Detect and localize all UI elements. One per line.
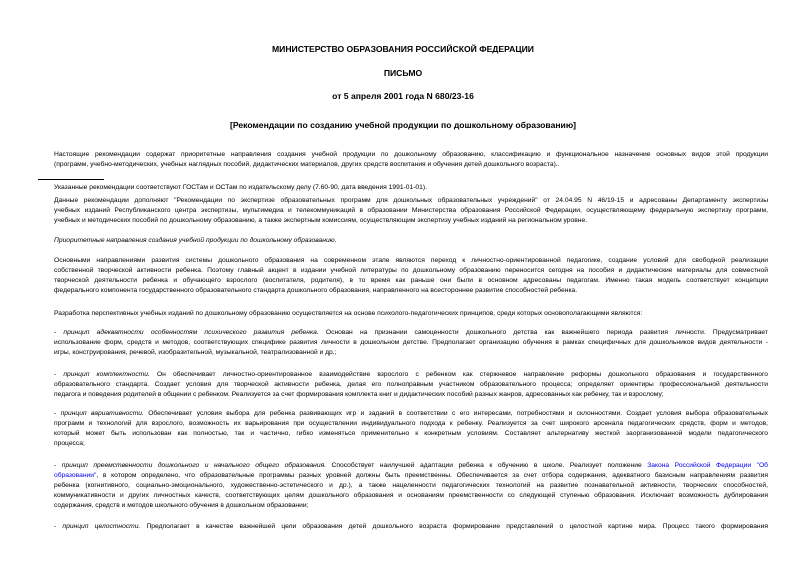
ministry-heading: МИНИСТЕРСТВО ОБРАЗОВАНИЯ РОССИЙСКОЙ ФЕДЕРАЦИИ [272, 44, 534, 54]
text-line: образовательного стандарта. Создает условия для творческой активности ребенка, делая его полноправным участником образовательного процесса; определяет ориентиры профессиональной деятельности [54, 380, 768, 388]
principle-name: - принцип адекватности особенностям психического развития ребенка. [54, 329, 319, 336]
law-link[interactable]: Закона Российской Федерации "Об [647, 462, 768, 469]
text-line: ребенка (когнитивного, социально-эмоционального, художественно-эстетического и др.), а также нацеленности педагогических технологий на развитие познавательной активности, творческих способностей, [54, 481, 768, 489]
text-line: содержания, средств и методов школьного обучения в дошкольном образовании; [54, 501, 309, 509]
principle-name: - принцип целостности. [54, 523, 141, 530]
text-line: коммуникативности и других личностных качеств, соответствующих целям дошкольного образования и основаниям преемственности со следующей ступенью образования. Исключает возможность дублирования [54, 491, 768, 499]
main-paragraph [38, 256, 768, 296]
text-line: образовании", в котором определено, что образовательные программы разных уровней должны быть преемственны. Обеспечивается за счет отбора содержания, адекватного базисным направлениям развития [54, 471, 768, 479]
text-line: учебных изданий Республиканского центра экспертизы, мультимедиа и телекоммуникаций в образовании Министерства образования Российской Федерации, осуществляющему федеральную экспертизу программ, [54, 206, 768, 214]
principle-name: - принцип преемственности дошкольного и начального общего образования. [54, 462, 327, 469]
section-heading [38, 236, 768, 246]
text-line: Основными направлениями развития системы дошкольного образования на современном этапе являются переход к личностно-ориентированной педагогике, создание условий для свободной реализации [54, 257, 768, 264]
text-line: процесса; [54, 439, 85, 447]
text-line: творческой деятельности ребенка и обучающего взрослого (воспитателя, родителя), в то время как раньше они были в основном адресованы педагогам. Именно такая модель соответствует концепции [54, 276, 768, 284]
text-line: - принцип комплектности. Он обеспечивает личностно-ориентированное взаимодействие взрослого с ребенком как стержневое направление реформы дошкольного образования и государственного [54, 371, 768, 378]
principle-name: - принцип вариативности. [54, 410, 144, 417]
principle-adequacy [38, 328, 768, 358]
text-line: который может быть использован как полностью, так и частично, гибко изменяться применительно к конкретным условиям. Составляет альтернативу жесткой заорганизованной модели педагогического [54, 429, 768, 437]
text-line: собственной творческой активности ребенка. Поэтому главный акцент в издании учебной литературы по дошкольному образованию переносится сегодня на пособия и дидактические материалы для совместной [54, 266, 768, 274]
text-line: Данные рекомендации дополняют "Рекомендации по экспертизе образовательных программ для дошкольных образовательных учреждений" от 24.04.95 N 46/19-15 и адресованы Департаменту экспертизы [54, 197, 768, 204]
text-line: - принцип адекватности особенностям психического развития ребенка. Основан на признании самоценности дошкольного детства как важнейшего периода развития личности. Предусматривает [54, 329, 768, 336]
principle-completeness [38, 370, 768, 400]
text-line: педагога и поведения родителей в общении с ребенком. Реализуется за счет формирования комплекта книг и дидактических пособий разных жанров, адресованных как ребенку, так и взрослому; [54, 390, 664, 398]
principle-variability [38, 409, 768, 449]
text-line: - принцип преемственности дошкольного и начального общего образования. Способствует наилучшей адаптации ребенка к обучению в школе. Реализует положение Закона Российской Федерации "Об [54, 462, 768, 469]
footnote-divider [38, 179, 104, 180]
principles-intro [38, 309, 768, 319]
text-line: учебных и методических пособий по дошкольному образованию, а также экспертным комиссиям, осуществляющим экспертизу учебных изданий на региональном уровне. [54, 216, 588, 224]
text-line: федерального компонента государственного образовательного стандарта дошкольного образования, направленного на всестороннее развитие способностей ребенка. [54, 286, 578, 294]
text-line: использование форм, средств и методов, соответствующих специфике развития личности в дошкольном детстве. Предполагает организацию обучения в рамках специфичных для дошкольников видов деятельности - [54, 338, 768, 346]
text-line: программ и технологий для взрослого, возможность их варьирования при осуществлении индивидуального подхода к ребенку. Реализуется за счет широкого арсенала педагогических средств, форм и методов, [54, 419, 768, 427]
text-line: Разработка перспективных учебных изданий по дошкольному образованию осуществляется на основе психолого-педагогических принципов, среди которых основополагающими являются: [54, 310, 643, 317]
intro-paragraph [38, 150, 768, 170]
document-date-number: от 5 апреля 2001 года N 680/23-16 [332, 91, 474, 101]
principle-integrity [38, 522, 768, 532]
text-line: игры, конструирования, речевой, изобразительной, музыкальной, театрализованной и др.; [54, 348, 337, 356]
text-line: Приоритетные направления создания учебной продукции по дошкольному образованию. [54, 237, 337, 244]
text-line: Указанные рекомендации соответствуют ГОСТам и ОСТам по издательскому делу (7.60-90, дата введения 1991-01-01). [54, 184, 427, 191]
principle-continuity [38, 461, 768, 510]
footnote-1 [38, 183, 768, 193]
text-line: - принцип вариативности. Обеспечивает условия выбора для ребенка развивающих игр и заданий в соответствии с его интересами, потребностями и склонностями. Создает условия выбора образовательных [54, 410, 768, 417]
text-line: (программ, учебно-методических, учебных наглядных пособий, дидактических материалов, других средств воспитания и обучения детей дошкольного возраста).. [54, 160, 560, 168]
text-line: - принцип целостности. Предполагает в качестве важнейшей цели образования детей дошкольного возраста формирование представлений о целостной картине мира. Процесс такого формирования [54, 523, 768, 530]
document-type: ПИСЬМО [383, 68, 423, 78]
principle-name: - принцип комплектности. [54, 371, 150, 378]
text-line: Настоящие рекомендации содержат приоритетные направления создания учебной продукции по дошкольному образованию, классификацию и функциональное назначение основных видов этой продукции [54, 151, 768, 158]
document-title: [Рекомендации по созданию учебной продукции по дошкольному образованию] [229, 120, 577, 130]
law-link-continued[interactable]: образовании" [54, 471, 97, 479]
footnote-2 [38, 196, 768, 226]
